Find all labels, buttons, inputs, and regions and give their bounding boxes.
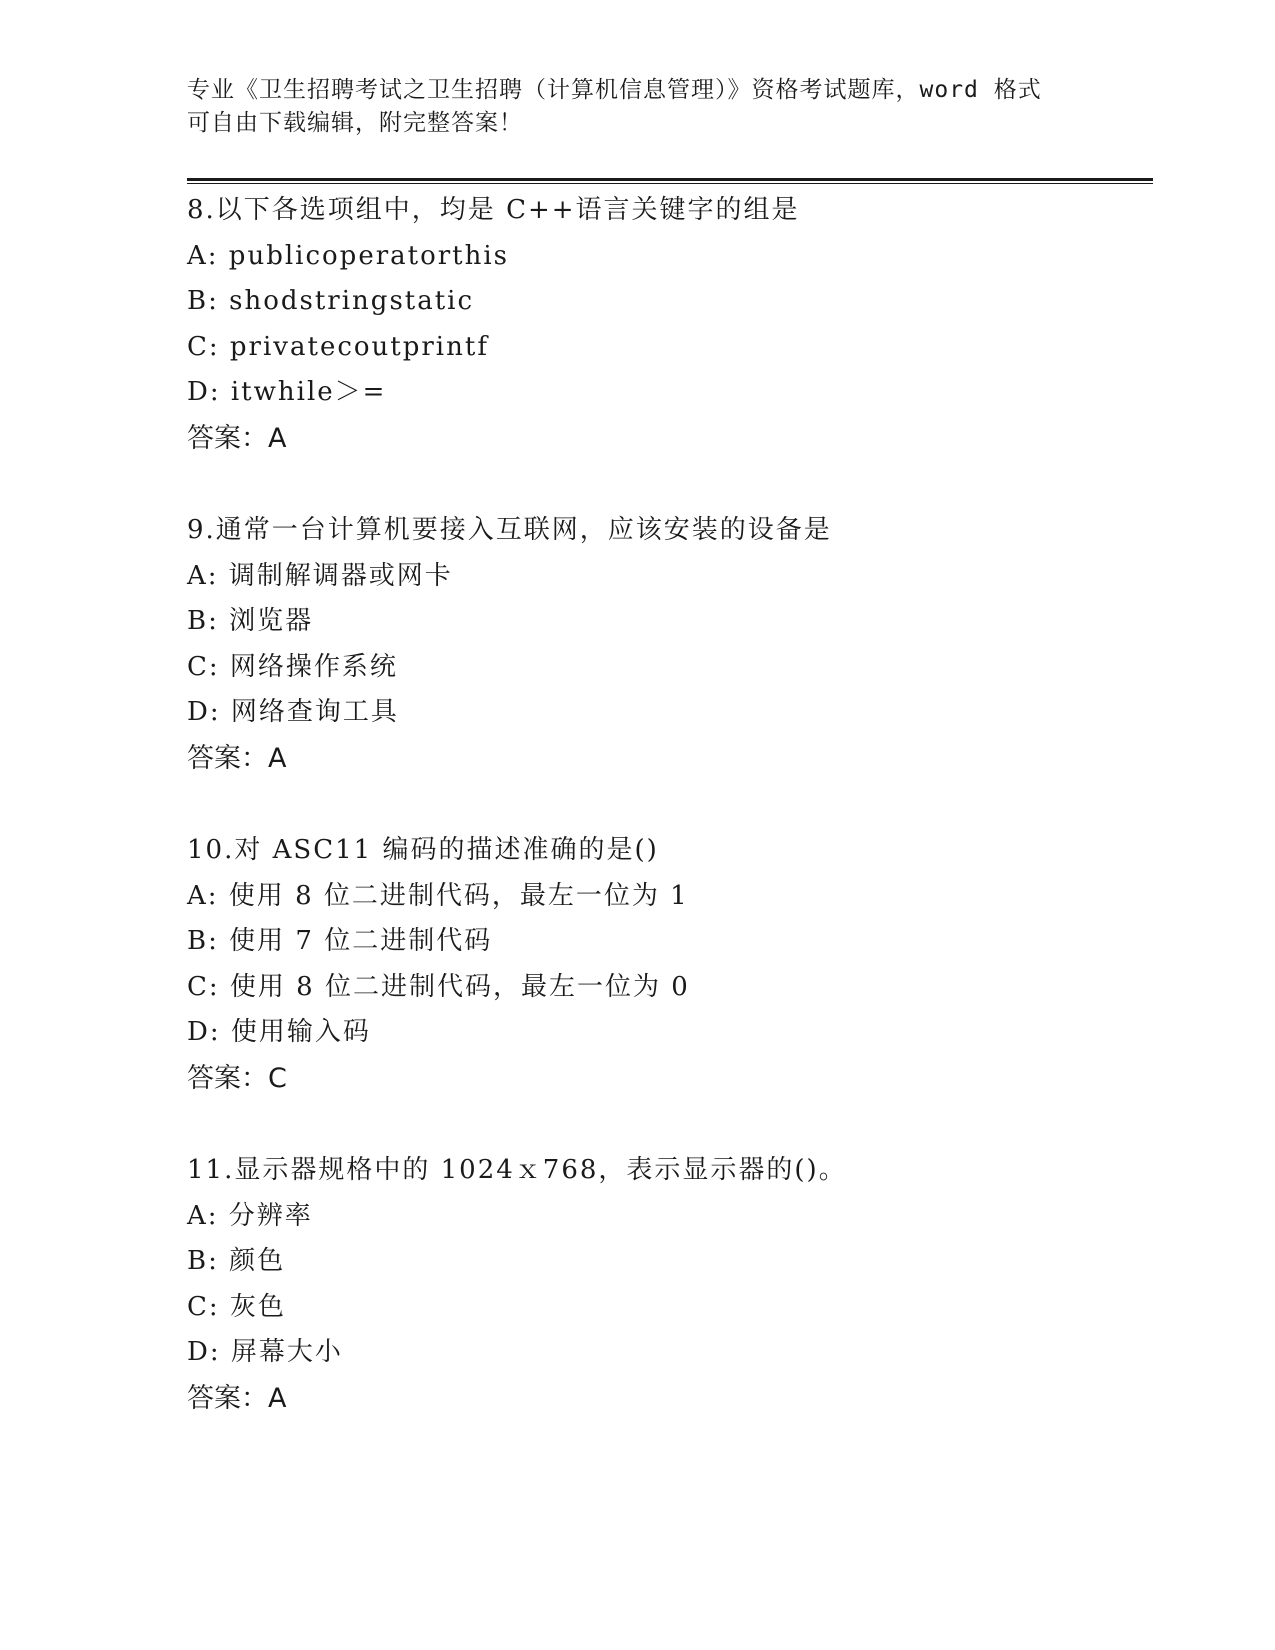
question-11 bbox=[187, 1148, 1147, 1422]
option-b: B: 颜色 bbox=[187, 1246, 286, 1277]
option-c: C: 灰色 bbox=[187, 1291, 286, 1322]
option-d: D: itwhile＞= bbox=[187, 377, 387, 408]
document-header bbox=[187, 74, 1087, 140]
option-c: C: 使用 8 位二进制代码，最左一位为 0 bbox=[187, 971, 690, 1002]
option-d: D: 网络查询工具 bbox=[187, 697, 399, 728]
option-a: A: publicoperatorthis bbox=[187, 240, 510, 271]
question-stem: 8.以下各选项组中，均是 C++语言关键字的组是 bbox=[187, 195, 800, 225]
option-b: B: 使用 7 位二进制代码 bbox=[187, 926, 493, 957]
answer-line: 答案：A bbox=[187, 422, 287, 454]
question-9 bbox=[187, 508, 1147, 782]
answer-line: 答案：A bbox=[187, 742, 287, 774]
option-c: C: 网络操作系统 bbox=[187, 651, 398, 682]
question-8 bbox=[187, 188, 1147, 462]
question-10 bbox=[187, 828, 1147, 1102]
option-b: B: shodstringstatic bbox=[187, 286, 475, 317]
question-stem: 9.通常一台计算机要接入互联网，应该安装的设备是 bbox=[187, 515, 832, 545]
option-a: A: 使用 8 位二进制代码，最左一位为 1 bbox=[187, 880, 689, 911]
option-a: A: 分辨率 bbox=[187, 1200, 313, 1231]
question-stem: 11.显示器规格中的 1024ｘ768，表示显示器的()。 bbox=[187, 1155, 847, 1185]
option-a: A: 调制解调器或网卡 bbox=[187, 560, 453, 591]
option-d: D: 使用输入码 bbox=[187, 1017, 371, 1048]
header-divider-thick bbox=[187, 178, 1153, 181]
question-stem: 10.对 ASC11 编码的描述准确的是() bbox=[187, 835, 659, 865]
header-line-1: 专业《卫生招聘考试之卫生招聘（计算机信息管理）》资格考试题库，word 格式 bbox=[187, 77, 1042, 103]
header-line-2: 可自由下载编辑，附完整答案！ bbox=[187, 110, 523, 136]
header-divider-thin bbox=[187, 183, 1153, 184]
option-d: D: 屏幕大小 bbox=[187, 1337, 343, 1368]
option-b: B: 浏览器 bbox=[187, 606, 314, 637]
answer-line: 答案：A bbox=[187, 1382, 287, 1414]
option-c: C: privatecoutprintf bbox=[187, 331, 489, 362]
answer-line: 答案：C bbox=[187, 1062, 287, 1094]
